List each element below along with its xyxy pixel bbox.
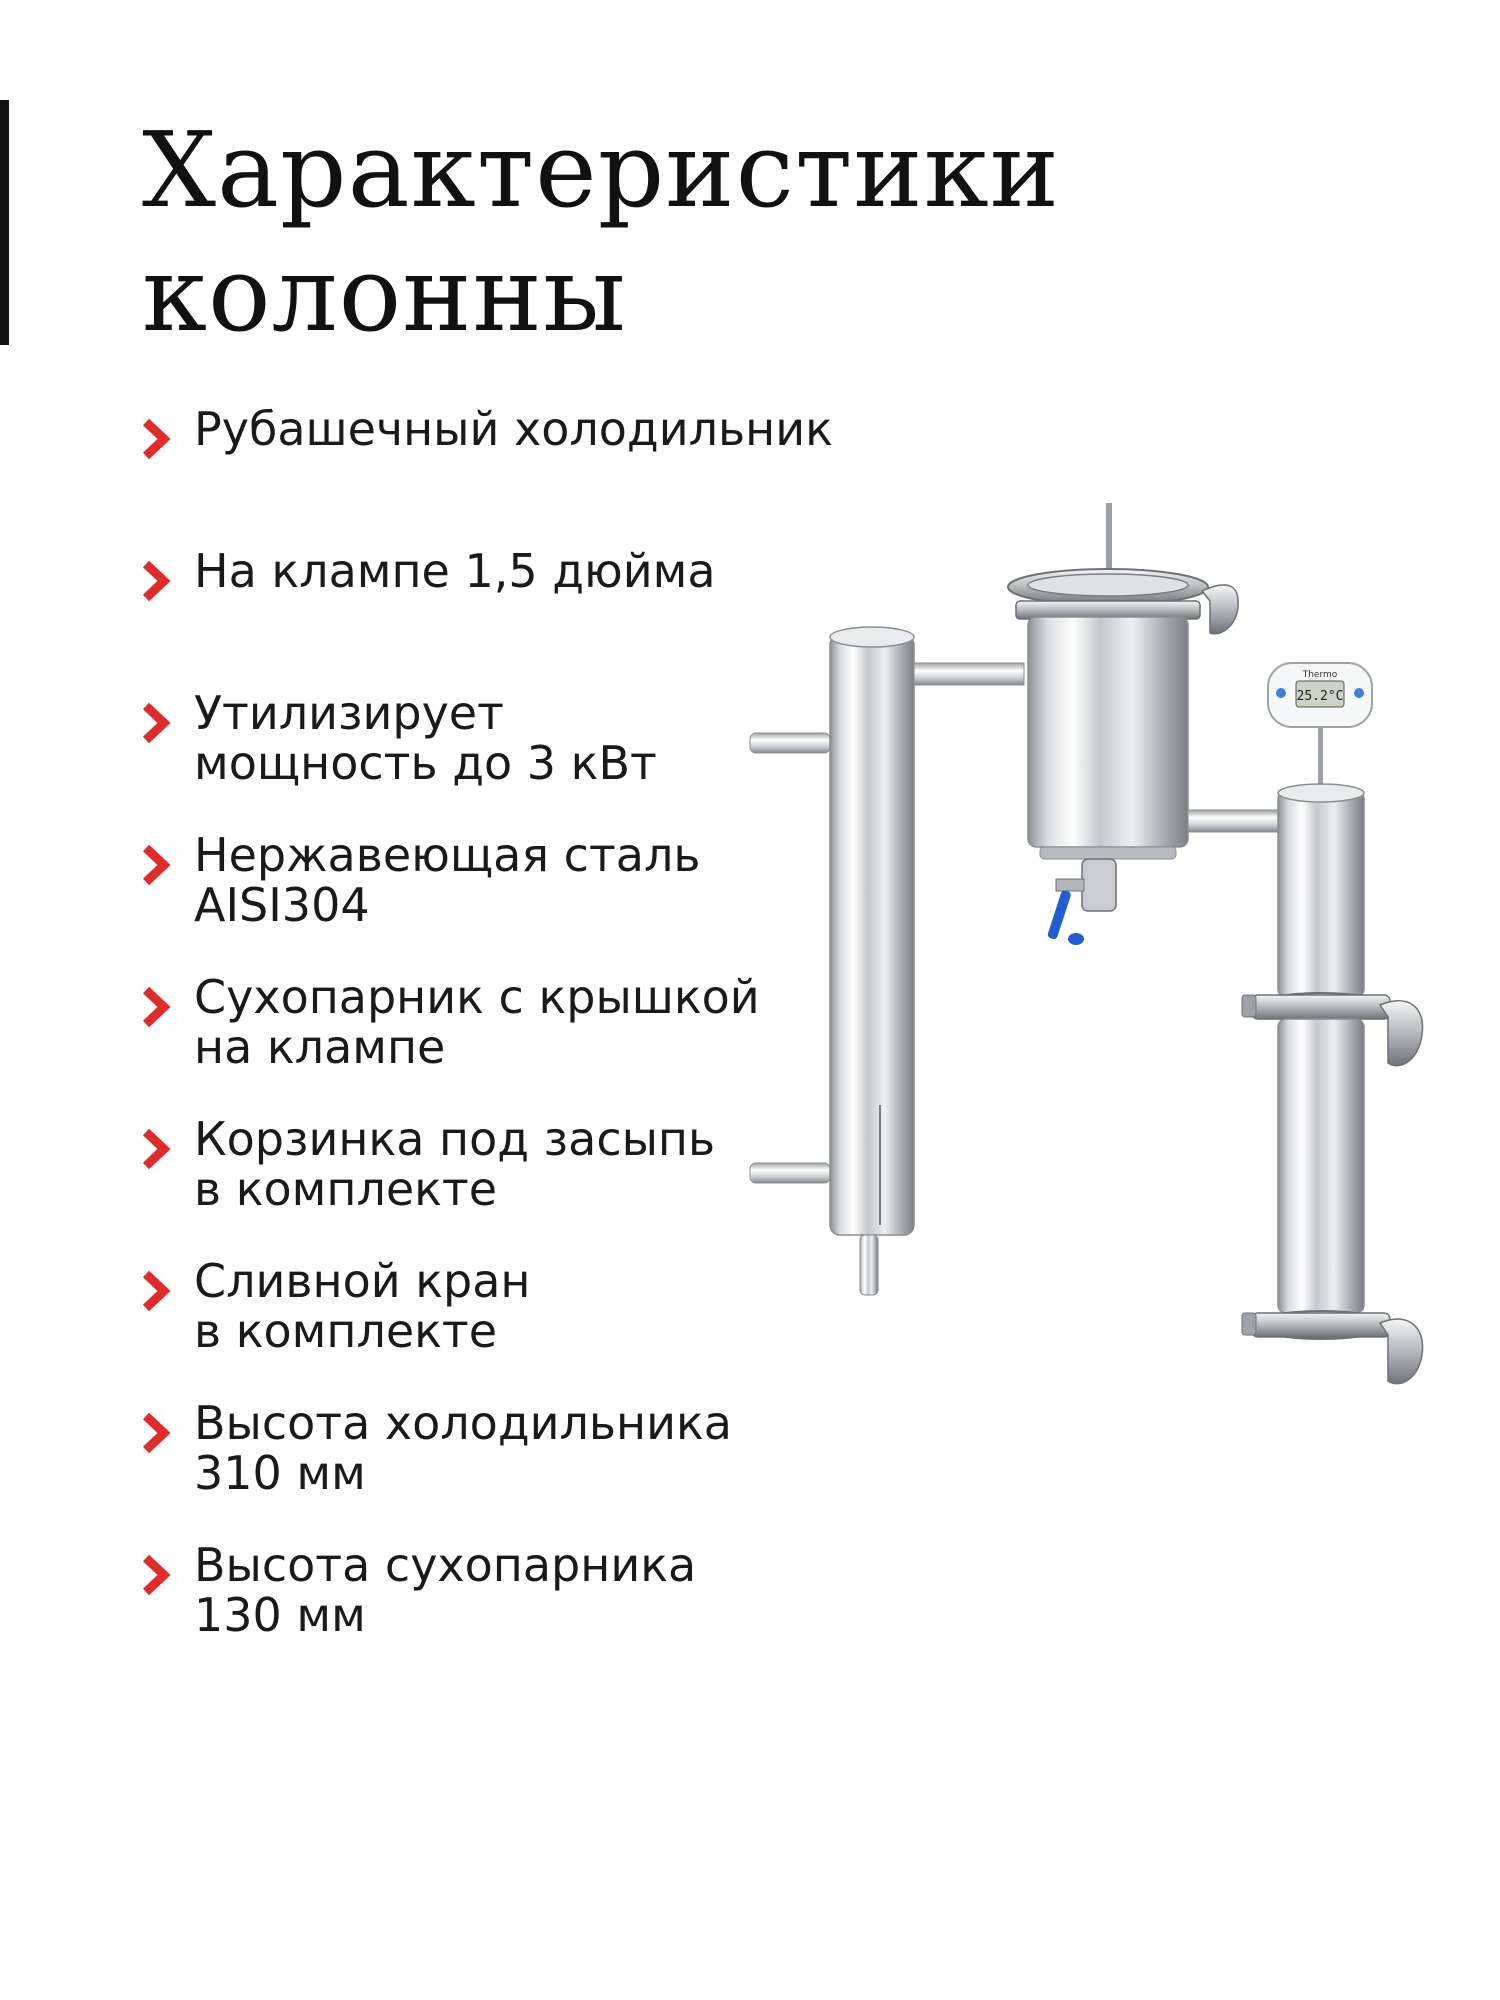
thermometer-reading: 25.2°C [1296, 689, 1344, 704]
feature-item [138, 688, 838, 830]
middle-clamp-handle [1380, 1001, 1423, 1066]
drain-valve-handle [1047, 889, 1072, 940]
chevron-right-icon [138, 842, 172, 888]
feature-text: Высота сухопарника 130 мм [194, 1538, 697, 1642]
feature-text: Утилизирует мощность до 3 кВт [194, 686, 657, 790]
chevron-right-icon [138, 1268, 172, 1314]
thermometer-brand: Thermo [1302, 670, 1338, 680]
upper-connecting-pipe [914, 663, 1024, 685]
bottom-clamp-handle [1380, 1319, 1423, 1384]
drain-valve-body [1082, 859, 1116, 911]
accent-bar [0, 100, 9, 345]
feature-item [138, 830, 838, 972]
feature-text: На клампе 1,5 дюйма [194, 544, 716, 598]
condenser-body [830, 635, 914, 1235]
feature-item [138, 1540, 838, 1682]
title-line-2: колонны [142, 233, 627, 355]
feature-item [138, 1114, 838, 1256]
feature-text: Рубашечный холодильник [194, 402, 833, 456]
page-title [142, 108, 1060, 356]
chevron-right-icon [138, 1552, 172, 1598]
chevron-right-icon [138, 416, 172, 462]
product-image [740, 495, 1440, 1455]
condenser-outlet-pipe [750, 1163, 830, 1183]
feature-item [138, 972, 838, 1114]
dry-steamer-clamp-handle [1202, 585, 1238, 634]
feature-list [138, 404, 838, 1682]
feature-item [138, 1256, 838, 1398]
title-line-1: Характеристики [142, 109, 1061, 231]
chevron-right-icon [138, 1410, 172, 1456]
chevron-right-icon [138, 700, 172, 746]
feature-text: Нержавеющая сталь AISI304 [194, 828, 701, 932]
dry-steamer-body [1028, 617, 1188, 847]
chevron-right-icon [138, 984, 172, 1030]
column-lower-section [1278, 1019, 1364, 1313]
condenser-inlet-pipe [750, 733, 830, 753]
chevron-right-icon [138, 558, 172, 604]
feature-text: Сливной кран в комплекте [194, 1254, 531, 1358]
feature-text: Корзинка под засыпь в комплекте [194, 1112, 716, 1216]
feature-item [138, 546, 838, 688]
feature-item [138, 1398, 838, 1540]
feature-item [138, 404, 838, 546]
feature-text: Сухопарник с крышкой на клампе [194, 970, 760, 1074]
condenser-drain-tube [860, 1235, 878, 1295]
chevron-right-icon [138, 1126, 172, 1172]
column-upper-section [1278, 791, 1364, 997]
feature-text: Высота холодильника 310 мм [194, 1396, 732, 1500]
